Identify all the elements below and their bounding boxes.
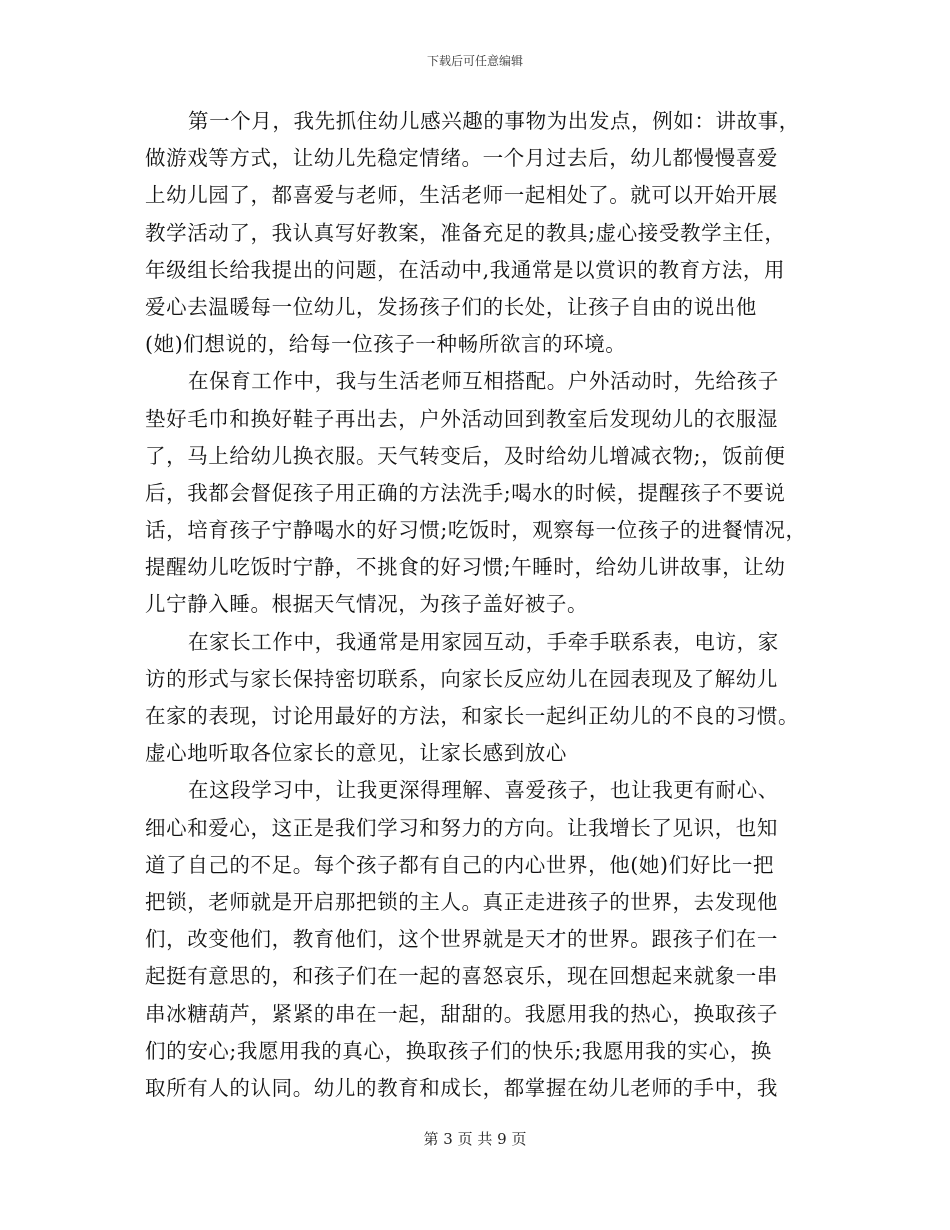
paragraph-3-line-2: 访的形式与家长保持密切联系，向家长反应幼儿在园表现及了解幼儿 — [145, 666, 778, 691]
paragraph-4-line-6: 起挺有意思的，和孩子们在一起的喜怒哀乐，现在回想起来就象一串 — [145, 964, 778, 989]
paragraph-4-line-1: 在这段学习中，让我更深得理解、喜爱孩子，也让我更有耐心、 — [188, 778, 779, 803]
paragraph-4-line-4: 把锁，老师就是开启那把锁的主人。真正走进孩子的世界，去发现他 — [145, 889, 778, 914]
paragraph-4-line-9: 取所有人的认同。幼儿的教育和成长，都掌握在幼儿老师的手中，我 — [145, 1075, 778, 1100]
paragraph-1-line-3: 上幼儿园了，都喜爱与老师，生活老师一起相处了。就可以开始开展 — [145, 183, 778, 208]
page-number-footer: 第 3 页 共 9 页 — [423, 1130, 527, 1148]
paragraph-1-line-4: 教学活动了，我认真写好教案，准备充足的教具;虚心接受教学主任， — [145, 220, 786, 245]
paragraph-1-line-2: 做游戏等方式，让幼儿先稳定情绪。一个月过去后，幼儿都慢慢喜爱 — [145, 146, 778, 171]
paragraph-3-line-4: 虚心地听取各位家长的意见，让家长感到放心 — [145, 741, 567, 766]
paragraph-2-line-4: 后，我都会督促孩子用正确的方法洗手;喝水的时候，提醒孩子不要说 — [145, 480, 786, 505]
paragraph-2-line-1: 在保育工作中，我与生活老师互相搭配。户外活动时，先给孩子 — [188, 369, 779, 394]
paragraph-2-line-3: 了，马上给幼儿换衣服。天气转变后，及时给幼儿增减衣物;，饭前便 — [145, 443, 786, 468]
paragraph-4-line-3: 道了自己的不足。每个孩子都有自己的内心世界，他(她)们好比一把 — [145, 852, 775, 877]
paragraph-1-line-6: 爱心去温暖每一位幼儿，发扬孩子们的长处，让孩子自由的说出他 — [145, 294, 757, 319]
paragraph-1-line-5: 年级组长给我提出的问题，在活动中,我通常是以赏识的教育方法，用 — [145, 257, 786, 282]
page-header-note: 下载后可任意编辑 — [426, 54, 523, 68]
paragraph-2-line-6: 提醒幼儿吃饭时宁静，不挑食的好习惯;午睡时，给幼儿讲故事，让幼 — [145, 555, 786, 580]
paragraph-4-line-8: 们的安心;我愿用我的真心，换取孩子们的快乐;我愿用我的实心，换 — [145, 1038, 772, 1063]
paragraph-1-line-1: 第一个月，我先抓住幼儿感兴趣的事物为出发点，例如：讲故事， — [188, 109, 800, 133]
paragraph-2-line-7: 儿宁静入睡。根据天气情况，为孩子盖好被子。 — [145, 592, 589, 617]
paragraph-1-line-7: (她)们想说的，给每一位孩子一种畅所欲言的环境。 — [145, 332, 627, 357]
paragraph-3-line-1: 在家长工作中，我通常是用家园互动，手牵手联系表，电访，家 — [188, 629, 779, 654]
paragraph-4-line-7: 串冰糖葫芦，紧紧的串在一起，甜甜的。我愿用我的热心，换取孩子 — [145, 1001, 778, 1026]
paragraph-2-line-5: 话，培育孩子宁静喝水的好习惯;吃饭时，观察每一位孩子的进餐情况， — [145, 518, 807, 543]
paragraph-3-line-3: 在家的表现，讨论用最好的方法，和家长一起纠正幼儿的不良的习惯。 — [145, 704, 800, 728]
paragraph-4-line-2: 细心和爱心，这正是我们学习和努力的方向。让我增长了见识，也知 — [145, 815, 778, 840]
paragraph-4-line-5: 们，改变他们，教育他们，这个世界就是天才的世界。跟孩子们在一 — [145, 927, 778, 952]
paragraph-2-line-2: 垫好毛巾和换好鞋子再出去，户外活动回到教室后发现幼儿的衣服湿 — [145, 406, 778, 431]
document-body — [145, 103, 805, 1107]
